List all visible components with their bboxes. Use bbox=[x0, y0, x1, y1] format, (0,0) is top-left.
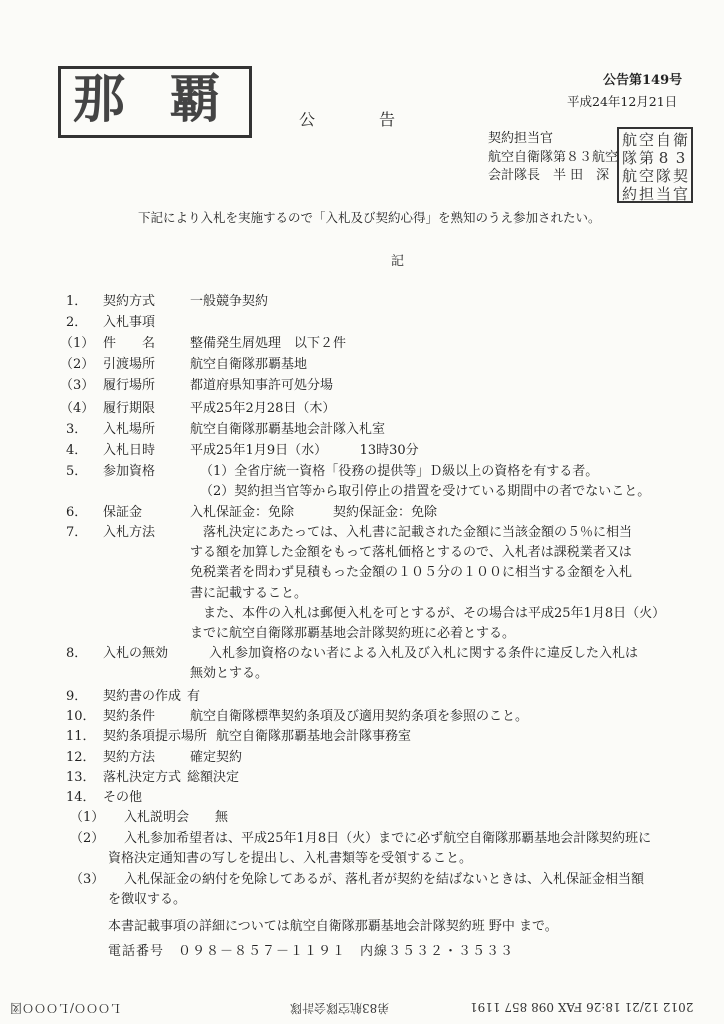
official-seal: 航 空 自 衛 隊 第 8 3 航 空 隊 契 約 担 当 官 bbox=[617, 127, 693, 203]
issuer-title: 契約担当官 bbox=[488, 131, 554, 146]
fax-header: 2012 12/21 18:26 FAX 098 857 1191 bbox=[470, 1000, 694, 1014]
issuer-unit: 航空自衛隊第８３航空 bbox=[488, 150, 619, 165]
notice-number: 公告第149号 bbox=[603, 73, 683, 88]
naha-stamp: 那覇 bbox=[58, 66, 252, 138]
fax-page-count: ＬＯＯＯ/ＬＯＯＯ図 bbox=[10, 1001, 123, 1015]
phone-number: 電話番号 ０９８－８５７－１１９１ 内線３５３２・３５３３ bbox=[108, 944, 515, 959]
intro-text: 下記により入札を実施するので「入札及び契約心得」を熟知のうえ参加されたい。 bbox=[138, 210, 601, 225]
contact-info: 本書記載事項の詳細については航空自衛隊那覇基地会計隊契約班 野中 まで。 bbox=[108, 919, 558, 934]
ki-heading: 記 bbox=[391, 254, 405, 269]
page-title: 公 告 bbox=[299, 110, 400, 129]
issuer-name: 会計隊長 半 田 深 bbox=[488, 168, 610, 183]
notice-date: 平成24年12月21日 bbox=[567, 94, 678, 109]
other-items: （1） 入札説明会 無 （2） 入札参加希望者は、平成25年1月8日（火）までに必ず航空自衛隊那覇基地会計隊契約班に 資格決定通知書の写しを提出し、入札書類等を受領すること。 （3） 入札保証金の納付を免除してあるが、落札者が契約を結ばないときは、入札保証金相当額 を徴収する。 bbox=[70, 810, 652, 907]
fax-sender: 弟83航空隊会計隊 bbox=[290, 1001, 390, 1015]
